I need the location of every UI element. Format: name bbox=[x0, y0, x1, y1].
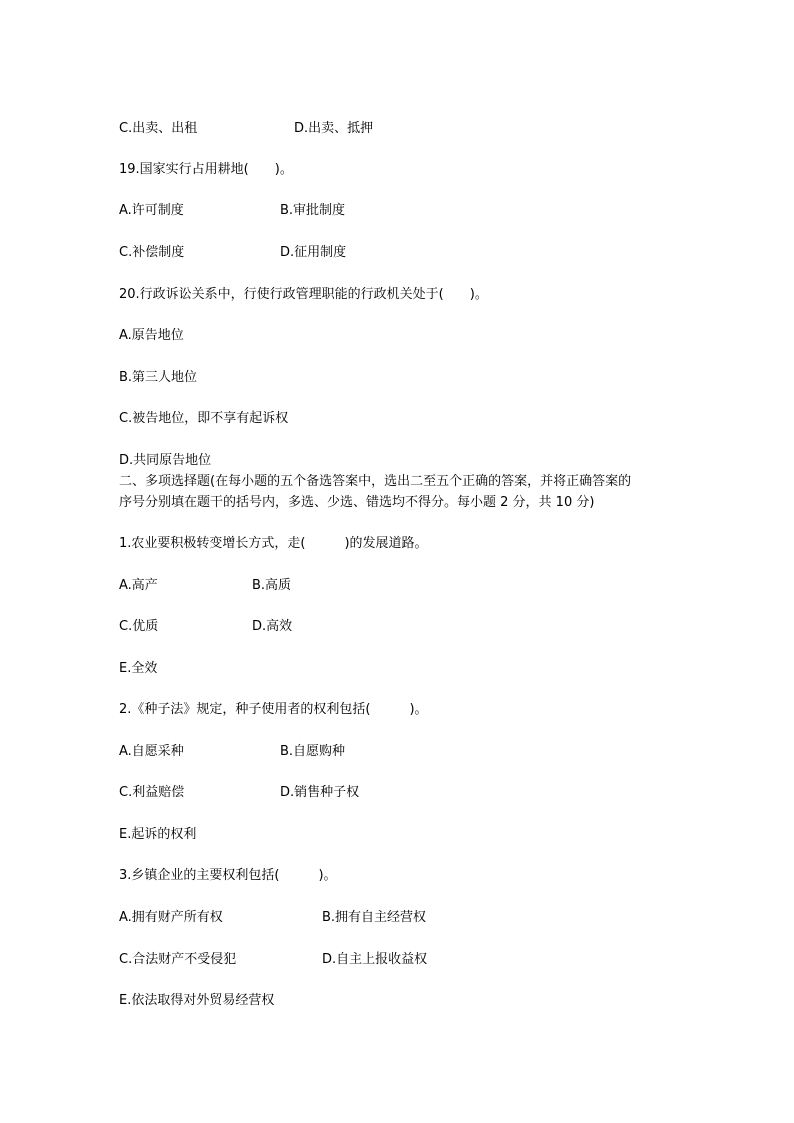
mc-q2-option-a: A.自愿采种 bbox=[119, 744, 184, 759]
mc-q1-option-e: E.全效 bbox=[119, 661, 158, 676]
mc-q1-stem: 1.农业要积极转变增长方式，走( )的发展道路。 bbox=[119, 536, 428, 551]
q20-option-d: D.共同原告地位 bbox=[119, 453, 212, 468]
mc-q1-option-d: D.高效 bbox=[252, 619, 293, 634]
mc-q3-stem: 3.乡镇企业的主要权利包括( )。 bbox=[119, 868, 337, 883]
q18-option-c: C.出卖、出租 bbox=[119, 121, 198, 136]
mc-q1-option-c: C.优质 bbox=[119, 619, 159, 634]
q19-option-c: C.补偿制度 bbox=[119, 245, 185, 260]
mc-q3-option-e: E.依法取得对外贸易经营权 bbox=[119, 993, 275, 1008]
mc-q2-stem: 2.《种子法》规定，种子使用者的权利包括( )。 bbox=[119, 702, 428, 717]
section2-heading-line2: 序号分别填在题干的括号内，多选、少选、错选均不得分。每小题 2 分，共 10 分) bbox=[119, 495, 595, 510]
mc-q3-option-a: A.拥有财产所有权 bbox=[119, 910, 223, 925]
q20-option-a: A.原告地位 bbox=[119, 328, 184, 343]
mc-q2-option-e: E.起诉的权利 bbox=[119, 827, 197, 842]
section2-heading-line1: 二、多项选择题(在每小题的五个备选答案中，选出二至五个正确的答案，并将正确答案的 bbox=[119, 474, 632, 489]
mc-q1-option-b: B.高质 bbox=[252, 578, 292, 593]
mc-q3-option-c: C.合法财产不受侵犯 bbox=[119, 952, 237, 967]
mc-q2-option-b: B.自愿购种 bbox=[280, 744, 346, 759]
q20-option-c: C.被告地位，即不享有起诉权 bbox=[119, 411, 289, 426]
mc-q3-option-d: D.自主上报收益权 bbox=[322, 952, 428, 967]
mc-q3-option-b: B.拥有自主经营权 bbox=[322, 910, 427, 925]
q20-option-b: B.第三人地位 bbox=[119, 370, 198, 385]
q18-option-d: D.出卖、抵押 bbox=[294, 121, 374, 136]
q19-option-a: A.许可制度 bbox=[119, 203, 184, 218]
q19-option-d: D.征用制度 bbox=[280, 245, 347, 260]
mc-q2-option-c: C.利益赔偿 bbox=[119, 785, 185, 800]
mc-q1-option-a: A.高产 bbox=[119, 578, 158, 593]
q19-stem: 19.国家实行占用耕地( )。 bbox=[119, 162, 293, 177]
q20-stem: 20.行政诉讼关系中，行使行政管理职能的行政机关处于( )。 bbox=[119, 287, 488, 302]
q19-option-b: B.审批制度 bbox=[280, 203, 346, 218]
mc-q2-option-d: D.销售种子权 bbox=[280, 785, 360, 800]
